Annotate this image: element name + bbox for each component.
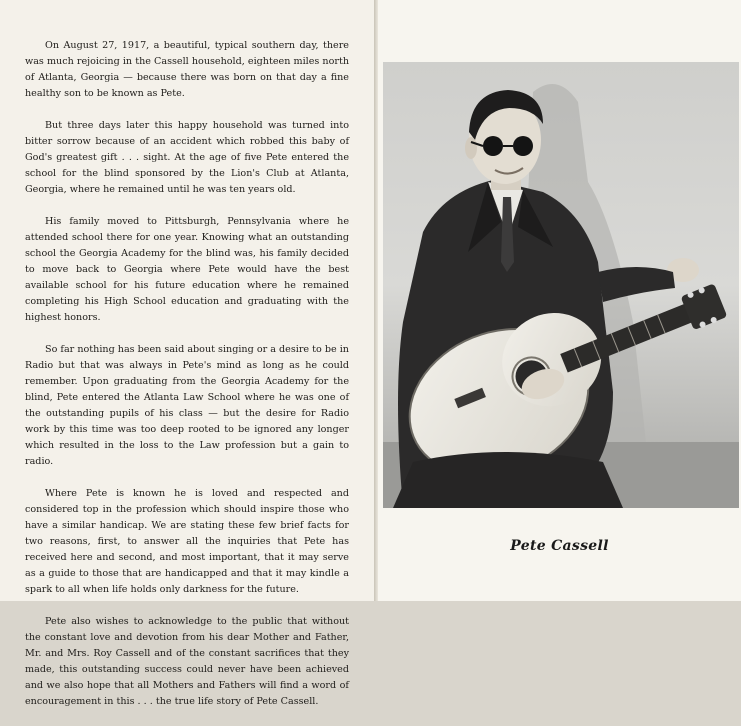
paragraph-1: On August 27, 1917, a beautiful, typical southern day, there was much rejoicing in the Cassell household, eighteen miles north of Atlanta, Georgia — because there was born on that day a fine healthy son to be known as Pete. <box>25 40 349 99</box>
paragraph-5: Where Pete is known he is loved and respected and considered top in the profession which should inspire those who have a similar handicap. We are stating these few brief facts for two reasons, first, to answer all the inquiries that Pete has received here and second, and most important, that it may serve as a guide to those that are handicapped and that it may kindle a spark to all when life holds only darkness for the future. <box>25 488 349 595</box>
left-page <box>0 0 376 707</box>
photo-caption: Pete Cassell <box>510 538 609 554</box>
portrait-illustration <box>383 62 739 508</box>
paragraph-2: But three days later this happy household was turned into bitter sorrow because of an accident which robbed this baby of God's greatest gift . . . sight. At the age of five Pete entered the school for the blind sponsored by the Lion's Club at Atlanta, Georgia, where he remained until he was ten years old. <box>25 120 349 195</box>
paragraph-3: His family moved to Pittsburgh, Pennsylvania where he attended school there for one year. Knowing what an outstanding school the Georgia Academy for the blind was, his family decided to move back to Georgia where Pete would have the best available school for his future education where he remained completing his High School education and graduating with the highest honors. <box>25 216 349 323</box>
paragraph-6: Pete also wishes to acknowledge to the public that without the constant love and devotion from his dear Mother and Father, Mr. and Mrs. Roy Cassell and of the constant sacrifices that they made, this outstanding success could never have been achieved and we also hope that all Mothers and Fathers will find a word of encouragement in this . . . the true life story of Pete Cassell. <box>25 616 349 707</box>
biography-text <box>25 38 349 726</box>
paragraph-4: So far nothing has been said about singing or a desire to be in Radio but that was always in Pete's mind as long as he could remember. Upon graduating from the Georgia Academy for the blind, Pete entered the Atlanta Law School where he was one of the outstanding pupils of his class — but the desire for Radio work by this time was too deep rooted to be ignored any longer which resulted in the loss to the Law profession but a gain to radio. <box>25 344 349 467</box>
portrait-photo <box>383 62 739 508</box>
